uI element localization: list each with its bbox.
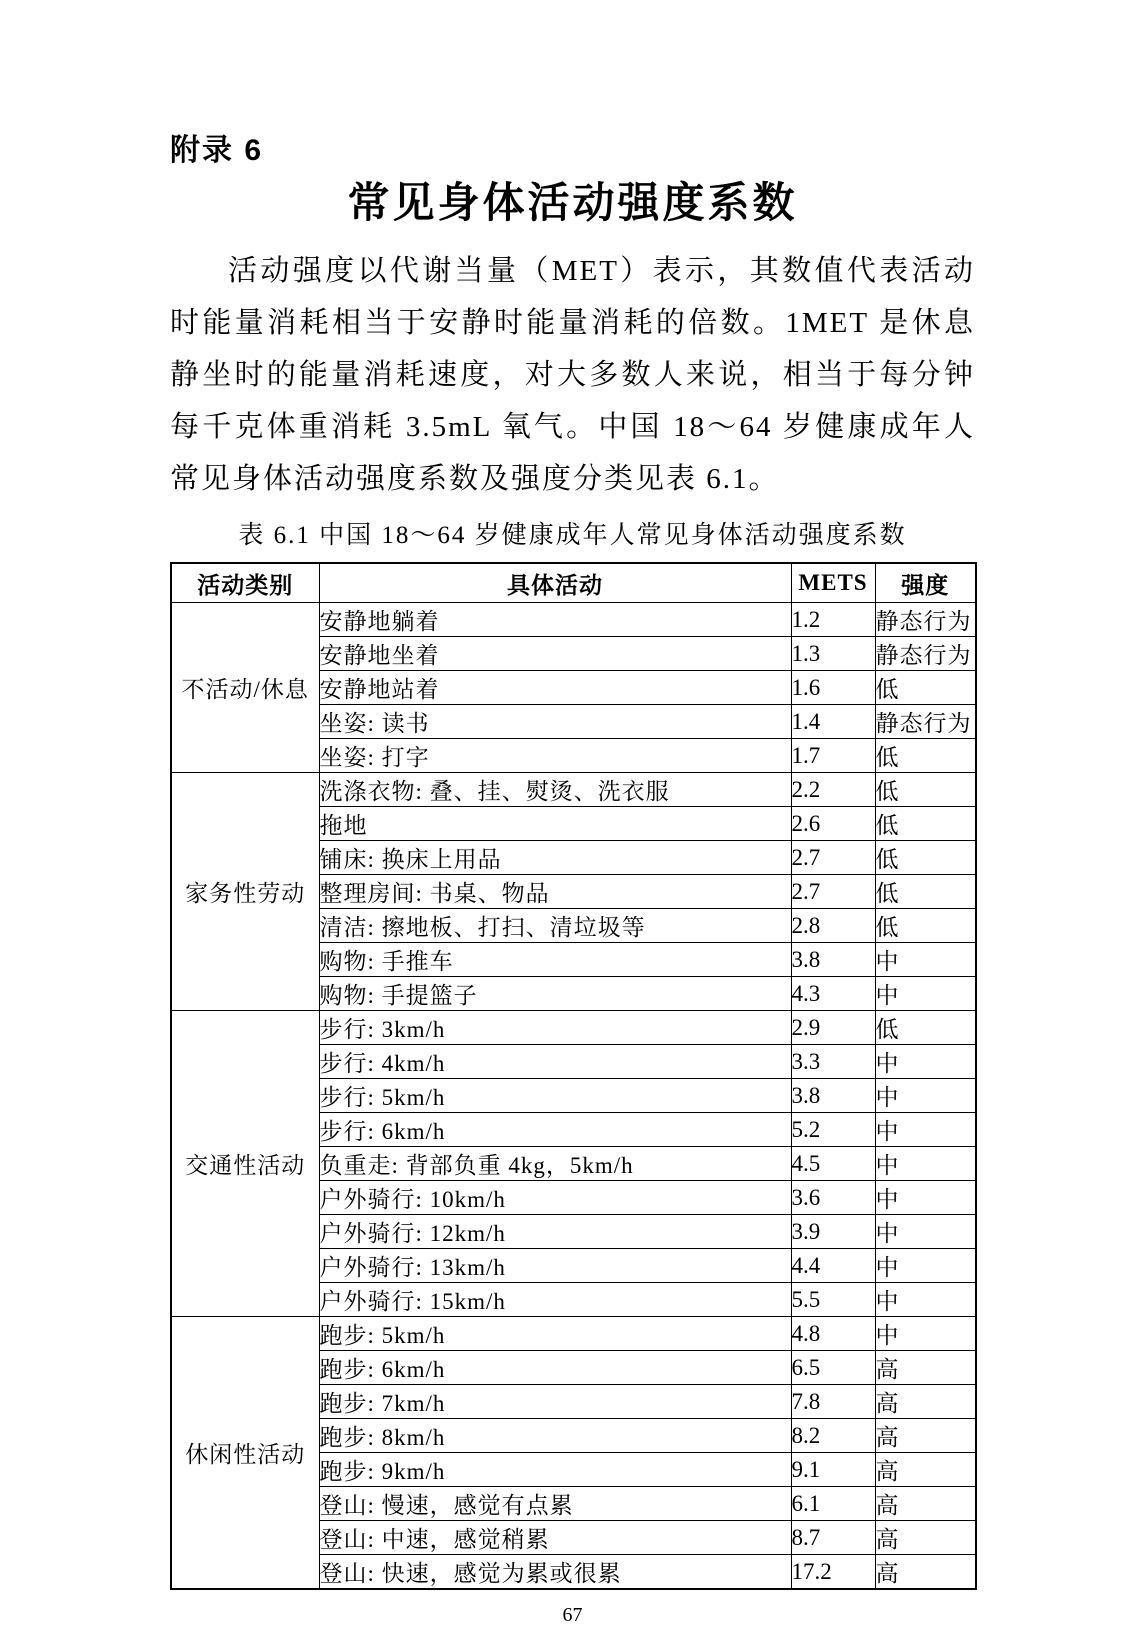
mets-cell: 5.5	[791, 1283, 875, 1317]
activity-cell: 安静地躺着	[319, 603, 791, 637]
activity-cell: 清洁: 擦地板、打扫、清垃圾等	[319, 909, 791, 943]
mets-cell: 2.7	[791, 875, 875, 909]
activity-cell: 整理房间: 书桌、物品	[319, 875, 791, 909]
mets-cell: 5.2	[791, 1113, 875, 1147]
mets-cell: 3.6	[791, 1181, 875, 1215]
intensity-cell: 低	[875, 807, 976, 841]
intensity-cell: 低	[875, 739, 976, 773]
activity-cell: 购物: 手推车	[319, 943, 791, 977]
activity-cell: 洗涤衣物: 叠、挂、熨烫、洗衣服	[319, 773, 791, 807]
page-title: 常见身体活动强度系数	[347, 179, 798, 226]
mets-cell: 9.1	[791, 1453, 875, 1487]
mets-cell: 1.7	[791, 739, 875, 773]
intensity-cell: 中	[875, 1317, 976, 1351]
intensity-cell: 高	[875, 1351, 976, 1385]
category-cell: 不活动/休息	[171, 603, 319, 773]
mets-cell: 2.8	[791, 909, 875, 943]
activity-cell: 跑步: 6km/h	[319, 1351, 791, 1385]
activity-cell: 户外骑行: 10km/h	[319, 1181, 791, 1215]
mets-cell: 3.8	[791, 1079, 875, 1113]
activity-cell: 拖地	[319, 807, 791, 841]
mets-cell: 3.9	[791, 1215, 875, 1249]
activity-cell: 步行: 3km/h	[319, 1011, 791, 1045]
activity-cell: 户外骑行: 15km/h	[319, 1283, 791, 1317]
intro-paragraph: 活动强度以代谢当量（MET）表示，其数值代表活动时能量消耗相当于安静时能量消耗的倍数。1MET 是休息静坐时的能量消耗速度，对大多数人来说，相当于每分钟每千克体重消耗 3.5mL 氧气。中国 18～64 岁健康成年人常见身体活动强度系数及强度分类见表 6.1。	[170, 255, 975, 495]
content-area	[170, 0, 975, 1627]
mets-cell: 8.7	[791, 1521, 875, 1555]
table-row	[171, 1317, 976, 1351]
appendix-label: 附录 6	[170, 134, 264, 167]
intensity-cell: 低	[875, 773, 976, 807]
intensity-cell: 低	[875, 875, 976, 909]
category-cell: 休闲性活动	[171, 1317, 319, 1590]
table-row	[171, 603, 976, 637]
intensity-cell: 低	[875, 909, 976, 943]
intensity-cell: 高	[875, 1521, 976, 1555]
intensity-cell: 高	[875, 1555, 976, 1590]
activity-cell: 户外骑行: 13km/h	[319, 1249, 791, 1283]
mets-cell: 1.6	[791, 671, 875, 705]
mets-cell: 1.3	[791, 637, 875, 671]
activity-cell: 铺床: 换床上用品	[319, 841, 791, 875]
mets-cell: 3.3	[791, 1045, 875, 1079]
activity-cell: 坐姿: 读书	[319, 705, 791, 739]
mets-cell: 2.9	[791, 1011, 875, 1045]
activity-cell: 步行: 4km/h	[319, 1045, 791, 1079]
header-category: 活动类别	[171, 563, 319, 603]
page-number: 67	[562, 1604, 583, 1626]
category-cell: 交通性活动	[171, 1011, 319, 1317]
intensity-cell: 中	[875, 977, 976, 1011]
activity-cell: 登山: 中速，感觉稍累	[319, 1521, 791, 1555]
intensity-cell: 中	[875, 1045, 976, 1079]
intensity-cell: 高	[875, 1419, 976, 1453]
mets-cell: 2.7	[791, 841, 875, 875]
mets-cell: 3.8	[791, 943, 875, 977]
intensity-cell: 中	[875, 1249, 976, 1283]
mets-cell: 1.2	[791, 603, 875, 637]
header-mets: METS	[791, 563, 875, 603]
intensity-cell: 中	[875, 943, 976, 977]
activity-cell: 安静地坐着	[319, 637, 791, 671]
activity-cell: 坐姿: 打字	[319, 739, 791, 773]
mets-cell: 4.3	[791, 977, 875, 1011]
intensity-cell: 静态行为	[875, 603, 976, 637]
activity-cell: 购物: 手提篮子	[319, 977, 791, 1011]
activity-cell: 安静地站着	[319, 671, 791, 705]
table-row	[171, 1011, 976, 1045]
activity-table-body	[171, 603, 976, 1590]
activity-cell: 跑步: 5km/h	[319, 1317, 791, 1351]
activity-cell: 登山: 快速，感觉为累或很累	[319, 1555, 791, 1590]
intensity-cell: 高	[875, 1487, 976, 1521]
mets-cell: 4.8	[791, 1317, 875, 1351]
activity-cell: 跑步: 7km/h	[319, 1385, 791, 1419]
mets-cell: 6.5	[791, 1351, 875, 1385]
mets-cell: 2.2	[791, 773, 875, 807]
activity-table-header	[171, 563, 976, 603]
header-intensity: 强度	[875, 563, 976, 603]
mets-cell: 7.8	[791, 1385, 875, 1419]
intensity-cell: 中	[875, 1181, 976, 1215]
mets-cell: 6.1	[791, 1487, 875, 1521]
mets-cell: 1.4	[791, 705, 875, 739]
intensity-cell: 低	[875, 671, 976, 705]
table-row	[171, 773, 976, 807]
activity-table	[170, 562, 977, 1590]
intensity-cell: 低	[875, 841, 976, 875]
activity-cell: 步行: 5km/h	[319, 1079, 791, 1113]
activity-cell: 负重走: 背部负重 4kg，5km/h	[319, 1147, 791, 1181]
intensity-cell: 中	[875, 1283, 976, 1317]
intensity-cell: 中	[875, 1147, 976, 1181]
activity-cell: 登山: 慢速，感觉有点累	[319, 1487, 791, 1521]
activity-cell: 跑步: 9km/h	[319, 1453, 791, 1487]
activity-cell: 户外骑行: 12km/h	[319, 1215, 791, 1249]
intensity-cell: 中	[875, 1215, 976, 1249]
category-cell: 家务性劳动	[171, 773, 319, 1011]
intensity-cell: 静态行为	[875, 705, 976, 739]
mets-cell: 4.4	[791, 1249, 875, 1283]
intensity-cell: 静态行为	[875, 637, 976, 671]
intensity-cell: 低	[875, 1011, 976, 1045]
intensity-cell: 中	[875, 1079, 976, 1113]
mets-cell: 8.2	[791, 1419, 875, 1453]
intensity-cell: 高	[875, 1453, 976, 1487]
intensity-cell: 中	[875, 1113, 976, 1147]
activity-cell: 跑步: 8km/h	[319, 1419, 791, 1453]
mets-cell: 4.5	[791, 1147, 875, 1181]
mets-cell: 2.6	[791, 807, 875, 841]
header-activity: 具体活动	[319, 563, 791, 603]
activity-cell: 步行: 6km/h	[319, 1113, 791, 1147]
table-caption: 表 6.1 中国 18～64 岁健康成年人常见身体活动强度系数	[238, 522, 907, 549]
intensity-cell: 高	[875, 1385, 976, 1419]
mets-cell: 17.2	[791, 1555, 875, 1590]
header-row	[171, 563, 976, 603]
